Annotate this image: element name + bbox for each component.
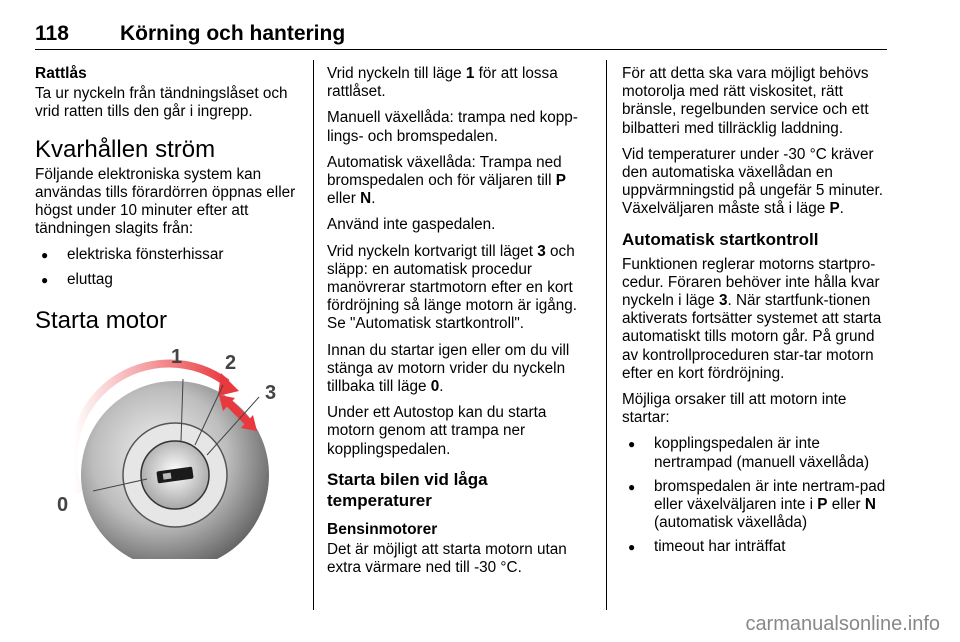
paragraph: För att detta ska vara möjligt behövs motorolja med rätt viskositet, rätt bränsle, regelbunden service och ett bilbatteri med tillräcklig laddning.	[622, 65, 869, 137]
list-item: ● kopplingspedalen är inte nertrampad (manuell växellåda)	[622, 435, 890, 471]
position-1-label: 1	[171, 345, 183, 368]
list-item: ● eluttag	[35, 271, 303, 289]
paragraph: Funktionen reglerar motorns startpro-cedur. Föraren behöver inte hålla kvar nyckeln i läge 3. När startfunk-tionen aktiverats fortsätter systemet att starta automatiskt tills motorn går. På grund av kontrollproceduren star-tar motorn efter en kort fördröjning.	[622, 255, 882, 382]
list-item: ● elektriska fönsterhissar	[35, 246, 303, 264]
page-number: 118	[35, 22, 69, 45]
paragraph: Det är möjligt att starta motorn utan extra värmare ned till -30 °C.	[327, 541, 567, 577]
starta-motor-heading: Starta motor	[35, 306, 168, 334]
position-0-label: 0	[57, 493, 69, 516]
paragraph: Vrid nyckeln kortvarigt till läget 3 och släpp: en automatisk procedur manövrerar startmotorn efter en kort fördröjning så länge motorn är igång. Se "Automatisk startkontroll".	[327, 242, 578, 333]
ignition-lock-illustration	[35, 343, 303, 559]
rattlas-heading: Rattlås	[35, 65, 87, 82]
arc-arrowhead	[218, 373, 239, 396]
kvarhallen-strom-heading: Kvarhållen ström	[35, 135, 216, 163]
paragraph: Använd inte gaspedalen.	[327, 216, 496, 234]
paragraph: Vrid nyckeln till läge 1 för att lossa rattlåset.	[327, 65, 558, 101]
chapter-title: Körning och hantering	[120, 22, 346, 45]
list-item: ● bromspedalen är inte nertram-pad eller växelväljaren inte i P eller N (automatisk växellåda)	[622, 478, 890, 533]
position-3-label: 3	[265, 381, 277, 404]
page-header	[35, 0, 887, 50]
column-3	[622, 60, 890, 563]
paragraph: Manuell växellåda: trampa ned kopp-lings- och bromspedalen.	[327, 109, 578, 145]
list-item: ● timeout har inträffat	[622, 538, 890, 556]
header-rule	[35, 49, 887, 50]
kvarhallen-list	[35, 246, 303, 288]
rattlas-text: Ta ur nyckeln från tändningslåset och vrid ratten tills den går i ingrepp.	[35, 85, 288, 121]
automatisk-startkontroll-heading: Automatisk startkontroll	[622, 229, 819, 249]
paragraph: Innan du startar igen eller om du vill stänga av motorn vrider du nyckeln tillbaka till läge 0.	[327, 341, 570, 396]
position-2-label: 2	[225, 351, 237, 374]
column-divider-1	[313, 60, 314, 610]
paragraph: Automatisk växellåda: Trampa ned bromspedalen och för väljaren till P eller N.	[327, 153, 566, 208]
low-temperature-heading: Starta bilen vid låga temperaturer	[327, 469, 488, 510]
paragraph: Möjliga orsaker till att motorn inte startar:	[622, 391, 847, 427]
bensinmotorer-heading: Bensinmotorer	[327, 520, 438, 538]
paragraph: Vid temperaturer under -30 °C kräver den automatiska växellådan en uppvärmningstid på ungefär 5 minuter. Växelväljaren måste stå i läge P.	[622, 145, 884, 218]
watermark: carmanualsonline.info	[745, 613, 940, 635]
kvarhallen-text: Följande elektroniska system kan användas tills förardörren öppnas eller högst under 10 minuter efter att tändningen slagits från:	[35, 165, 296, 238]
paragraph: Under ett Autostop kan du starta motorn genom att trampa ner kopplingspedalen.	[327, 404, 547, 458]
column-divider-2	[606, 60, 607, 610]
column-2	[327, 60, 595, 585]
column-1	[35, 60, 303, 559]
start-failure-list	[622, 435, 890, 556]
